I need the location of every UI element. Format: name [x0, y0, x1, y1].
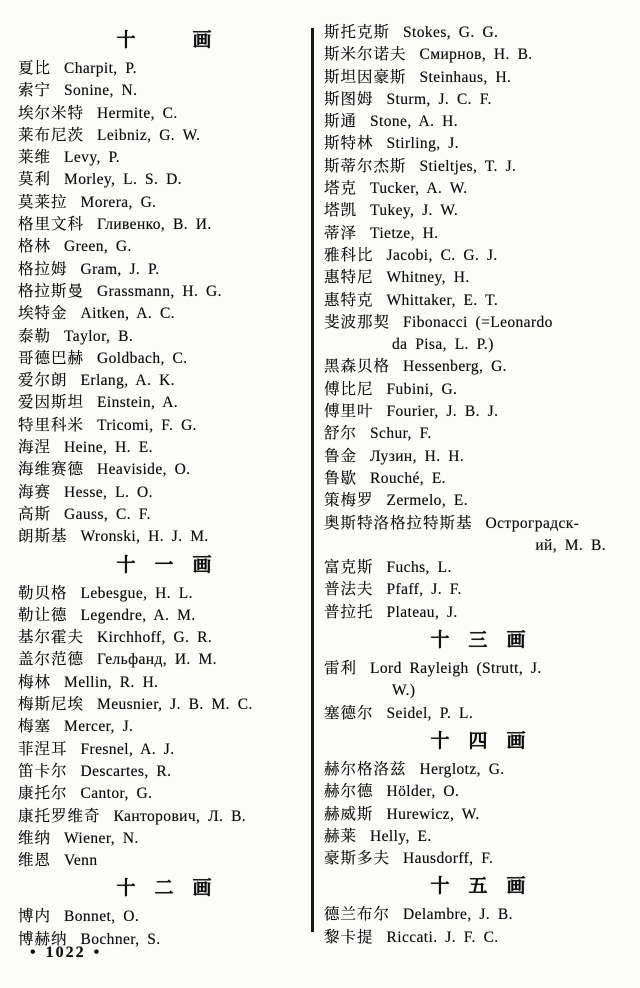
- entry-chinese: 盖尔范德: [18, 651, 85, 669]
- entry-name: Descartes, R.: [80, 762, 172, 780]
- index-entry: [18, 504, 310, 526]
- index-entry: [324, 401, 632, 423]
- entry-chinese: 鲁金: [324, 447, 358, 465]
- entry-chinese: 傅比尼: [324, 380, 374, 398]
- entry-chinese: 奥斯特洛格拉特斯基: [324, 514, 473, 532]
- entry-name: Zermelo, E.: [386, 492, 469, 510]
- index-entry: [324, 781, 632, 803]
- index-entry: [18, 806, 310, 828]
- index-entry: [18, 192, 310, 214]
- entry-name: Delambre, J. B.: [403, 906, 513, 924]
- entry-name: Charpit, P.: [64, 60, 137, 77]
- entry-name: Tukey, J. W.: [370, 202, 459, 220]
- entry-name: Kirchhoff, G. R.: [97, 629, 213, 647]
- stroke-count-header: 十 五 画: [430, 876, 526, 898]
- entry-chinese: 赫尔格洛兹: [324, 760, 407, 778]
- entry-chinese: 高斯: [18, 505, 52, 523]
- entry-chinese: 康托罗维奇: [18, 807, 101, 825]
- entry-chinese: 赫尔德: [324, 783, 374, 801]
- entry-chinese: 康托尔: [18, 785, 68, 803]
- entry-chinese: 博内: [18, 908, 52, 926]
- entry-chinese: 斯图姆: [324, 90, 374, 108]
- entry-name: Helly, E.: [370, 827, 432, 845]
- index-entry: [18, 828, 310, 850]
- entry-name: Fourier, J. B. J.: [386, 403, 499, 421]
- entry-name: Hessenberg, G.: [403, 358, 507, 376]
- entry-chinese: 舒尔: [324, 425, 358, 443]
- entry-name: Hausdorff, F.: [403, 850, 494, 868]
- entry-name: Aitken, A. C.: [80, 305, 175, 323]
- column-divider: [311, 28, 314, 932]
- entry-name: Смирнов, Н. В.: [419, 46, 533, 64]
- entry-name: Plateau, J.: [386, 603, 458, 621]
- index-entry: [18, 605, 310, 627]
- entry-name-continuation: da Pisa, L. P.): [392, 336, 494, 354]
- entry-name: Wronski, H. J. M.: [80, 528, 209, 546]
- index-entry: [18, 672, 310, 694]
- index-entry: [324, 826, 632, 848]
- index-entry: [18, 303, 310, 325]
- entry-name: Taylor, B.: [64, 327, 134, 345]
- entry-chinese: 斐波那契: [324, 313, 391, 331]
- entry-chinese: 哥德巴赫: [18, 349, 85, 367]
- entry-chinese: 格拉斯曼: [18, 282, 85, 300]
- entry-name-continuation: ий, М. В.: [535, 536, 606, 554]
- index-entry: [324, 602, 632, 624]
- entry-name: Tietze, H.: [370, 224, 439, 242]
- entry-chinese: 夏比: [18, 60, 52, 77]
- entry-chinese: 菲涅耳: [18, 740, 68, 758]
- index-entry: [18, 80, 310, 102]
- entry-name: Bonnet, O.: [64, 908, 140, 926]
- index-entry: [18, 392, 310, 414]
- index-entry: [18, 103, 310, 125]
- entry-chinese: 海维赛德: [18, 461, 85, 479]
- entry-chinese: 梅林: [18, 673, 52, 691]
- index-entry: [18, 259, 310, 281]
- entry-chinese: 策梅罗: [324, 492, 374, 510]
- index-entry: [18, 482, 310, 504]
- index-entry: [18, 437, 310, 459]
- entry-chinese: 泰勒: [18, 327, 52, 345]
- entry-chinese: 蒂泽: [324, 224, 358, 242]
- entry-name: Einstein, A.: [97, 394, 179, 412]
- entry-name: Heaviside, O.: [97, 461, 191, 479]
- entry-name: Mercer, J.: [64, 718, 134, 736]
- entry-name: Stieltjes, T. J.: [419, 157, 517, 175]
- entry-name: Seidel, P. L.: [386, 704, 474, 722]
- page-number: • 1022 •: [30, 944, 102, 961]
- entry-name: Levy, P.: [64, 149, 121, 167]
- entry-chinese: 维恩: [18, 852, 52, 870]
- entry-chinese: 格林: [18, 238, 52, 256]
- index-column-left: [18, 24, 310, 951]
- entry-chinese: 赫莱: [324, 827, 358, 845]
- index-entry: [18, 169, 310, 191]
- entry-name: Tucker, A. W.: [370, 180, 468, 198]
- index-entry: [324, 44, 632, 66]
- index-entry: [18, 370, 310, 392]
- index-entry: [324, 703, 632, 725]
- entry-chinese: 塔凯: [324, 202, 358, 220]
- entry-chinese: 富克斯: [324, 559, 374, 577]
- index-entry: [324, 848, 632, 870]
- entry-name: Heine, H. E.: [64, 439, 153, 457]
- entry-name: Lord Rayleigh (Strutt, J.: [370, 660, 542, 678]
- index-entry: [324, 290, 632, 312]
- entry-chinese: 梅斯尼埃: [18, 696, 85, 714]
- entry-name: Hölder, O.: [386, 783, 460, 801]
- entry-name: Stokes, G. G.: [403, 24, 499, 41]
- entry-chinese: 莫利: [18, 171, 52, 189]
- index-entry: [324, 468, 632, 490]
- index-entry: [324, 67, 632, 89]
- entry-name: Rouché, E.: [370, 469, 446, 487]
- index-entry: [18, 783, 310, 805]
- entry-chinese: 海赛: [18, 483, 52, 501]
- index-entry: [18, 348, 310, 370]
- index-entry: [324, 312, 632, 357]
- entry-chinese: 埃尔米特: [18, 104, 85, 122]
- entry-chinese: 德兰布尔: [324, 906, 391, 924]
- entry-chinese: 普法夫: [324, 581, 374, 599]
- entry-chinese: 傅里叶: [324, 403, 374, 421]
- index-entry: [18, 583, 310, 605]
- entry-chinese: 雷利: [324, 660, 358, 678]
- index-entry: [18, 214, 310, 236]
- index-entry: [324, 223, 632, 245]
- entry-name: Venn: [64, 852, 98, 870]
- index-entry: [18, 716, 310, 738]
- entry-name: Herglotz, G.: [419, 760, 505, 778]
- index-entry: [324, 904, 632, 926]
- index-entry: [18, 147, 310, 169]
- entry-chinese: 斯坦因豪斯: [324, 68, 407, 86]
- entry-name: Morley, L. S. D.: [64, 171, 182, 189]
- entry-name: Stirling, J.: [386, 135, 459, 153]
- index-entry: [18, 58, 310, 80]
- index-entry: [324, 513, 632, 558]
- entry-chinese: 勒让德: [18, 606, 68, 624]
- index-entry: [324, 557, 632, 579]
- index-entry: [18, 761, 310, 783]
- entry-chinese: 梅塞: [18, 718, 52, 736]
- entry-name: Riccati. J. F. C.: [386, 928, 499, 946]
- entry-chinese: 维纳: [18, 829, 52, 847]
- entry-chinese: 黎卡提: [324, 928, 374, 946]
- entry-name: Гельфанд, И. М.: [97, 651, 217, 669]
- index-entry: [324, 133, 632, 155]
- entry-name: Whittaker, E. T.: [386, 291, 499, 309]
- entry-chinese: 鲁歇: [324, 469, 358, 487]
- index-entry: [324, 423, 632, 445]
- entry-chinese: 特里科米: [18, 416, 85, 434]
- entry-chinese: 莱布尼茨: [18, 126, 85, 144]
- index-entry: [18, 850, 310, 872]
- entry-chinese: 基尔霍夫: [18, 629, 85, 647]
- entry-chinese: 博赫纳: [18, 930, 68, 948]
- entry-chinese: 索宁: [18, 82, 52, 100]
- stroke-count-header: 十 四 画: [430, 730, 526, 752]
- entry-chinese: 莱维: [18, 149, 52, 167]
- index-entry: [18, 281, 310, 303]
- index-entry: [18, 649, 310, 671]
- index-entry: [324, 804, 632, 826]
- entry-name: Schur, F.: [370, 425, 432, 443]
- entry-name: Lebesgue, H. L.: [80, 584, 193, 602]
- entry-name: Gram, J. P.: [80, 260, 160, 278]
- entry-chinese: 爱因斯坦: [18, 394, 85, 412]
- entry-name: Hesse, L. O.: [64, 483, 153, 501]
- entry-chinese: 笛卡尔: [18, 762, 68, 780]
- index-entry: [18, 125, 310, 147]
- index-entry: [324, 89, 632, 111]
- entry-chinese: 爱尔朗: [18, 372, 68, 390]
- index-column-right: [324, 22, 632, 949]
- entry-name: Лузин, Н. Н.: [370, 447, 465, 465]
- entry-chinese: 斯米尔诺夫: [324, 46, 407, 64]
- entry-name: Hermite, C.: [97, 104, 178, 122]
- entry-name: Гливенко, В. И.: [97, 216, 212, 234]
- entry-chinese: 豪斯多夫: [324, 850, 391, 868]
- entry-name: Fubini, G.: [386, 380, 458, 398]
- stroke-count-header: 十 二 画: [116, 878, 212, 900]
- index-entry: [324, 927, 632, 949]
- entry-name: Hurewicz, W.: [386, 805, 480, 823]
- entry-name: Grassmann, H. G.: [97, 282, 222, 300]
- index-entry: [324, 658, 632, 703]
- index-entry: [324, 156, 632, 178]
- entry-chinese: 斯特林: [324, 135, 374, 153]
- entry-chinese: 惠特克: [324, 291, 374, 309]
- index-entry: [324, 200, 632, 222]
- entry-chinese: 雅科比: [324, 246, 374, 264]
- entry-name: Канторович, Л. В.: [113, 807, 247, 825]
- entry-name: Bochner, S.: [80, 930, 161, 948]
- entry-chinese: 勒贝格: [18, 584, 68, 602]
- entry-name: Leibniz, G. W.: [97, 126, 201, 144]
- stroke-count-header: 十 三 画: [430, 630, 526, 652]
- index-entry: [324, 759, 632, 781]
- entry-chinese: 朗斯基: [18, 528, 68, 546]
- entry-name: Остроградск-: [485, 514, 580, 532]
- entry-name: Erlang, A. K.: [80, 372, 175, 390]
- entry-chinese: 塞德尔: [324, 704, 374, 722]
- entry-name: Fresnel, A. J.: [80, 740, 175, 758]
- entry-name: Morera, G.: [80, 193, 157, 211]
- index-entry: [18, 326, 310, 348]
- entry-name: Tricomi, F. G.: [97, 416, 197, 434]
- entry-chinese: 惠特尼: [324, 269, 374, 287]
- index-entry: [324, 245, 632, 267]
- entry-name: Legendre, A. M.: [80, 606, 196, 624]
- index-entry: [18, 526, 310, 548]
- entry-name: Wiener, N.: [64, 829, 139, 847]
- entry-chinese: 塔克: [324, 180, 358, 198]
- index-entry: [324, 379, 632, 401]
- index-entry: [18, 459, 310, 481]
- entry-chinese: 埃特金: [18, 305, 68, 323]
- entry-name: Gauss, C. F.: [64, 505, 151, 523]
- entry-name: Pfaff, J. F.: [386, 581, 462, 599]
- index-entry: [324, 267, 632, 289]
- entry-chinese: 海涅: [18, 439, 52, 457]
- index-entry: [324, 490, 632, 512]
- entry-name: Whitney, H.: [386, 269, 470, 287]
- entry-name: Sonine, N.: [64, 82, 138, 100]
- index-entry: [324, 178, 632, 200]
- entry-chinese: 斯蒂尔杰斯: [324, 157, 407, 175]
- index-entry: [324, 111, 632, 133]
- entry-chinese: 斯托克斯: [324, 24, 391, 41]
- index-entry: [18, 415, 310, 437]
- index-entry: [18, 694, 310, 716]
- index-entry: [18, 627, 310, 649]
- index-entry: [18, 906, 310, 928]
- entry-name: Cantor, G.: [80, 785, 153, 803]
- index-entry: [18, 739, 310, 761]
- entry-name: Steinhaus, H.: [419, 68, 512, 86]
- entry-name: Stone, A. H.: [370, 113, 459, 131]
- entry-chinese: 普拉托: [324, 603, 374, 621]
- entry-chinese: 黑森贝格: [324, 358, 391, 376]
- entry-name: Goldbach, C.: [97, 349, 188, 367]
- entry-name: Fibonacci (=Leonardo: [403, 313, 553, 331]
- entry-chinese: 格拉姆: [18, 260, 68, 278]
- stroke-count-header: 十 一 画: [116, 554, 212, 576]
- entry-name: Mellin, R. H.: [64, 673, 159, 691]
- index-entry: [324, 22, 632, 44]
- index-entry: [324, 579, 632, 601]
- entry-name: Meusnier, J. B. M. C.: [97, 696, 253, 714]
- entry-chinese: 斯通: [324, 113, 358, 131]
- entry-chinese: 赫威斯: [324, 805, 374, 823]
- entry-chinese: 莫莱拉: [18, 193, 68, 211]
- index-entry: [324, 356, 632, 378]
- entry-name: Sturm, J. C. F.: [386, 90, 492, 108]
- entry-name: Fuchs, L.: [386, 559, 452, 577]
- index-entry: [18, 236, 310, 258]
- entry-name: Jacobi, C. G. J.: [386, 246, 498, 264]
- stroke-count-header: 十 画: [116, 30, 212, 51]
- index-entry: [324, 446, 632, 468]
- entry-name-continuation: W.): [392, 682, 416, 700]
- entry-chinese: 格里文科: [18, 216, 85, 234]
- entry-name: Green, G.: [64, 238, 132, 256]
